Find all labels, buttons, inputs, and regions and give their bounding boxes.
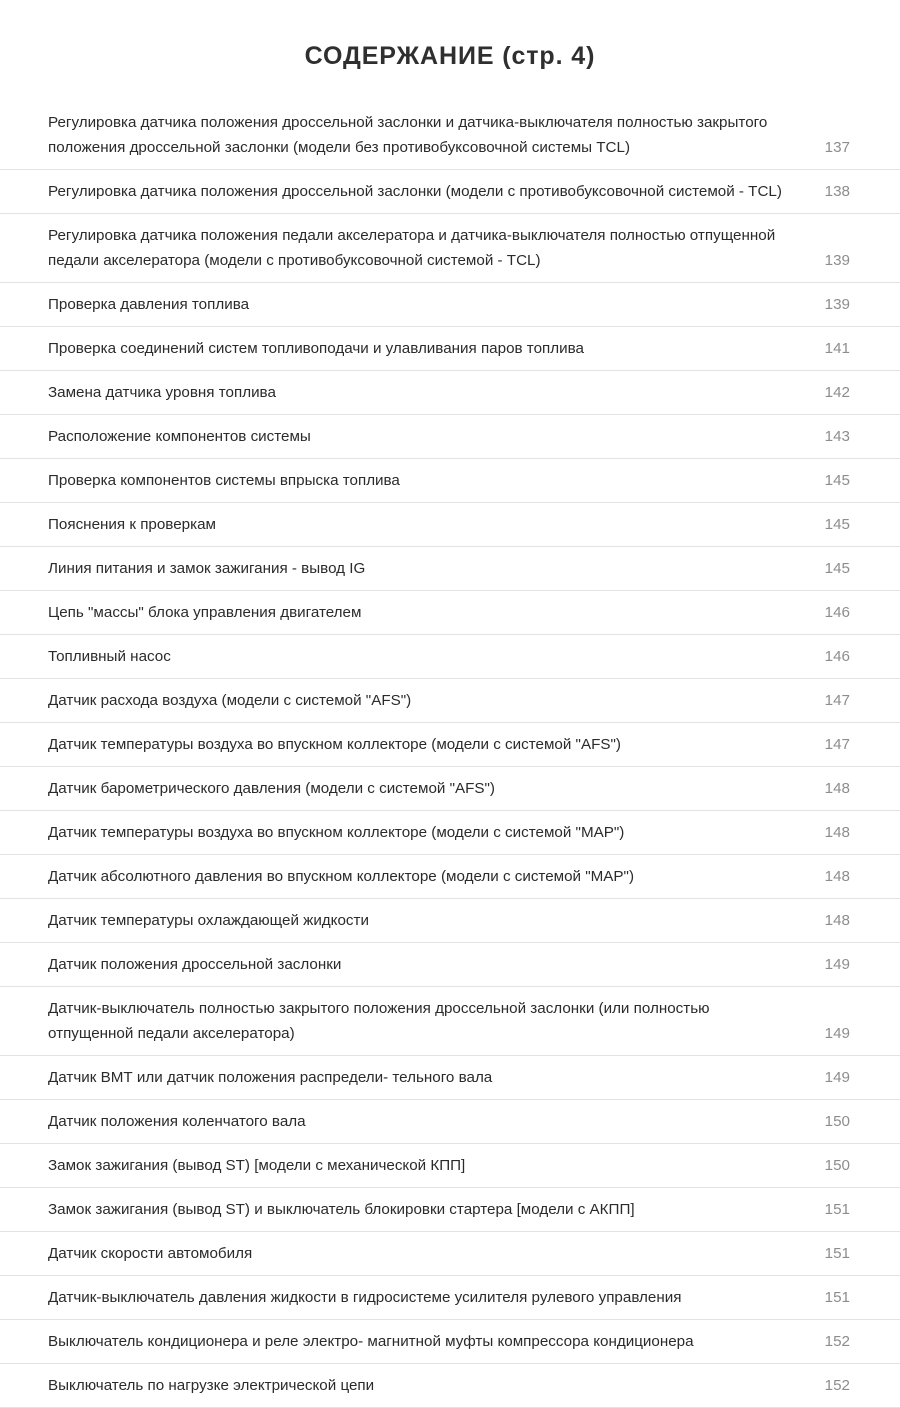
toc-entry-title: Выключатель кондиционера и реле электро- магнитной муфты компрессора кондиционера: [48, 1333, 694, 1350]
toc-entry-page-number: 151: [824, 1289, 850, 1306]
toc-entry-title: Датчик барометрического давления (модели с системой "AFS"): [48, 780, 495, 797]
toc-entry-title: Проверка давления топлива: [48, 296, 250, 313]
toc-entry-page-number: 145: [824, 472, 850, 489]
toc-entry-page-number: 151: [824, 1201, 850, 1218]
toc-entry-page-number: 150: [824, 1113, 850, 1130]
toc-entry-page-number: 149: [824, 956, 850, 973]
toc-entry-row[interactable]: [0, 723, 900, 767]
toc-entry-row[interactable]: [0, 987, 900, 1056]
toc-entry-page-number: 145: [824, 560, 850, 577]
toc-entry-row[interactable]: [0, 767, 900, 811]
toc-entry-title: Датчик абсолютного давления во впускном коллекторе (модели с системой "MAP"): [48, 868, 635, 885]
toc-entry-title: Выключатель по нагрузке электрической цепи: [48, 1377, 375, 1394]
toc-entry-page-number: 149: [824, 1069, 850, 1086]
toc-entry-title: Датчик ВМТ или датчик положения распредели- тельного вала: [48, 1069, 493, 1086]
toc-entry-row[interactable]: [0, 371, 900, 415]
toc-entry-row[interactable]: [0, 503, 900, 547]
toc-entry-page-number: 148: [824, 868, 850, 885]
toc-entry-row[interactable]: [0, 214, 900, 283]
toc-entry-page-number: 138: [824, 183, 850, 200]
toc-entry-row[interactable]: [0, 459, 900, 503]
toc-entry-title: Регулировка датчика положения педали акселератора и датчика-выключателя полностью отпущенной педали акселератора (модели с противобуксовочной системой - TCL): [48, 227, 776, 269]
toc-entry-title: Датчик-выключатель давления жидкости в гидросистеме усилителя рулевого управления: [48, 1289, 682, 1306]
toc-entry-page-number: 148: [824, 780, 850, 797]
toc-entry-title: Регулировка датчика положения дроссельной заслонки (модели с противобуксовочной системой - TCL): [48, 183, 782, 200]
toc-entry-row[interactable]: [0, 1188, 900, 1232]
toc-entry-list: [0, 101, 900, 1408]
toc-entry-row[interactable]: [0, 635, 900, 679]
toc-entry-title: Проверка соединений систем топливоподачи и улавливания паров топлива: [48, 340, 584, 357]
toc-entry-page-number: 139: [824, 252, 850, 269]
toc-entry-page-number: 148: [824, 824, 850, 841]
toc-entry-page-number: 150: [824, 1157, 850, 1174]
toc-entry-page-number: 146: [824, 604, 850, 621]
toc-entry-title: Датчик-выключатель полностью закрытого положения дроссельной заслонки (или полностью отпущенной педали акселератора): [48, 1000, 710, 1042]
toc-entry-title: Замена датчика уровня топлива: [48, 384, 276, 401]
toc-entry-page-number: 152: [824, 1377, 850, 1394]
toc-entry-row[interactable]: [0, 547, 900, 591]
toc-entry-row[interactable]: [0, 943, 900, 987]
toc-entry-title: Датчик скорости автомобиля: [48, 1245, 253, 1262]
toc-entry-page-number: 141: [824, 340, 850, 357]
toc-entry-title: Датчик положения коленчатого вала: [48, 1113, 306, 1130]
toc-entry-row[interactable]: [0, 283, 900, 327]
toc-entry-page-number: 137: [824, 139, 850, 156]
toc-entry-page-number: 149: [824, 1025, 850, 1042]
toc-entry-title: Датчик температуры воздуха во впускном коллекторе (модели с системой "MAP"): [48, 824, 625, 841]
toc-entry-page-number: 147: [824, 736, 850, 753]
toc-entry-row[interactable]: [0, 1320, 900, 1364]
toc-entry-page-number: 143: [824, 428, 850, 445]
toc-entry-page-number: 152: [824, 1333, 850, 1350]
toc-entry-row[interactable]: [0, 327, 900, 371]
toc-entry-row[interactable]: [0, 1144, 900, 1188]
toc-entry-row[interactable]: [0, 170, 900, 214]
toc-entry-title: Линия питания и замок зажигания - вывод IG: [48, 560, 366, 577]
toc-entry-title: Датчик расхода воздуха (модели с системой "AFS"): [48, 692, 412, 709]
toc-entry-title: Замок зажигания (вывод ST) и выключатель блокировки стартера [модели с АКПП]: [48, 1201, 635, 1218]
toc-entry-row[interactable]: [0, 1232, 900, 1276]
toc-entry-row[interactable]: [0, 811, 900, 855]
toc-entry-page-number: 142: [824, 384, 850, 401]
toc-entry-title: Расположение компонентов системы: [48, 428, 311, 445]
toc-entry-title: Цепь "массы" блока управления двигателем: [48, 604, 362, 621]
toc-entry-title: Датчик температуры охлаждающей жидкости: [48, 912, 369, 929]
toc-entry-page-number: 148: [824, 912, 850, 929]
page-title: СОДЕРЖАНИЕ (стр. 4): [304, 42, 596, 70]
toc-entry-row[interactable]: [0, 1100, 900, 1144]
toc-entry-title: Датчик температуры воздуха во впускном коллекторе (модели с системой "AFS"): [48, 736, 621, 753]
toc-entry-page-number: 145: [824, 516, 850, 533]
toc-entry-page-number: 139: [824, 296, 850, 313]
toc-entry-row[interactable]: [0, 591, 900, 635]
toc-entry-title: Замок зажигания (вывод ST) [модели с механической КПП]: [48, 1157, 466, 1174]
toc-entry-row[interactable]: [0, 855, 900, 899]
toc-entry-page-number: 151: [824, 1245, 850, 1262]
toc-entry-row[interactable]: [0, 899, 900, 943]
toc-entry-row[interactable]: [0, 679, 900, 723]
toc-entry-title: Топливный насос: [48, 648, 171, 665]
toc-entry-row[interactable]: [0, 101, 900, 170]
toc-entry-title: Регулировка датчика положения дроссельной заслонки и датчика-выключателя полностью закрытого положения дроссельной заслонки (модели без противобуксовочной системы TCL): [48, 114, 768, 156]
toc-entry-row[interactable]: [0, 1364, 900, 1408]
toc-entry-page-number: 146: [824, 648, 850, 665]
toc-entry-row[interactable]: [0, 1276, 900, 1320]
toc-entry-page-number: 147: [824, 692, 850, 709]
toc-entry-title: Датчик положения дроссельной заслонки: [48, 956, 342, 973]
toc-entry-row[interactable]: [0, 1056, 900, 1100]
toc-entry-row[interactable]: [0, 415, 900, 459]
toc-entry-title: Проверка компонентов системы впрыска топлива: [48, 472, 400, 489]
toc-entry-title: Пояснения к проверкам: [48, 516, 216, 533]
